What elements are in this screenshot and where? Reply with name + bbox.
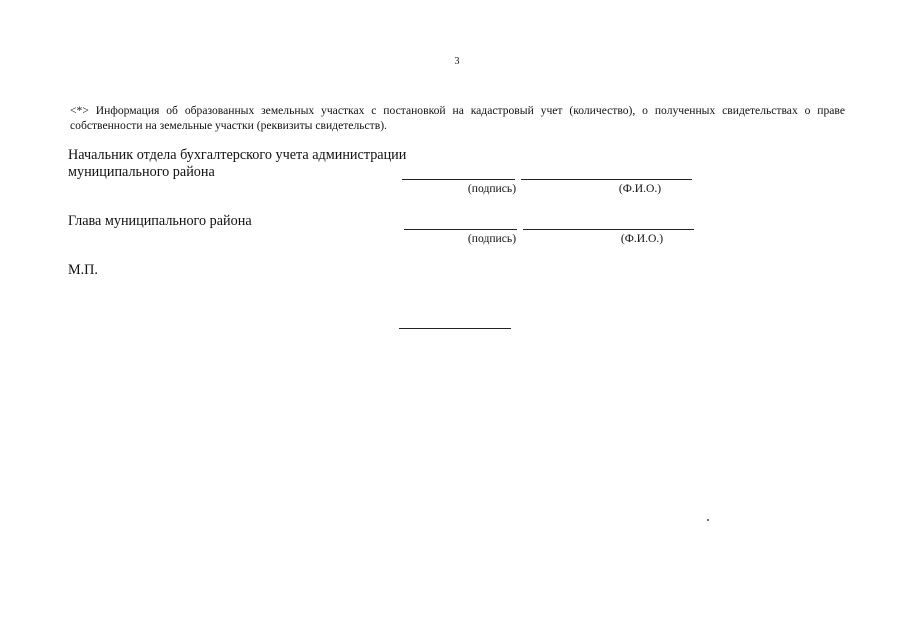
footnote-text: <*> Информация об образованных земельных участках с постановкой на кадастровый учет (количество), о полученных свидетельствах о праве собственности на земельные участки (реквизиты свидетельств). [70, 104, 845, 132]
signature-line [404, 229, 517, 230]
signature-caption: (подпись) [467, 232, 517, 245]
signature-caption: (подпись) [467, 182, 517, 195]
signer-title: Начальник отдела бухгалтерского учета администрации муниципального района [68, 147, 407, 180]
name-line [521, 179, 692, 180]
name-caption: (Ф.И.О.) [618, 182, 662, 195]
seal-placeholder: М.П. [68, 262, 98, 278]
scan-speck [707, 519, 709, 521]
name-line [523, 229, 694, 230]
separator-line [399, 328, 511, 329]
name-caption: (Ф.И.О.) [620, 232, 664, 245]
signer-title: Глава муниципального района [68, 213, 252, 229]
page-number: 3 [454, 56, 460, 67]
signature-line [402, 179, 515, 180]
